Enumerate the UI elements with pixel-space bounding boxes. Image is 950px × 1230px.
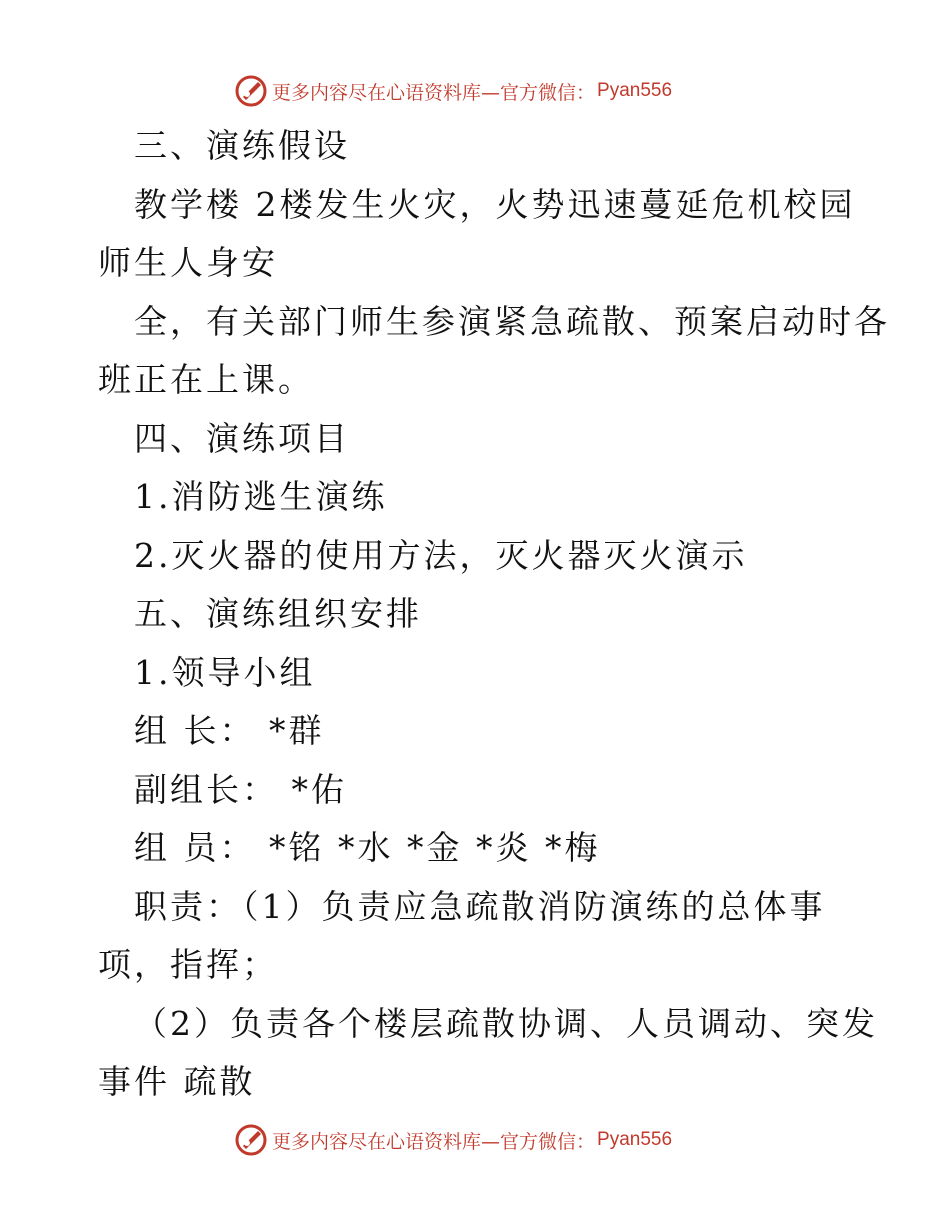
header-watermark: [234, 73, 672, 109]
brand-logo-icon: [234, 1123, 268, 1157]
text-line: （2）负责各个楼层疏散协调、人员调动、突发: [134, 1004, 878, 1043]
text-line: 师生人身安: [98, 243, 278, 282]
brand-logo-icon: [234, 74, 268, 108]
text-line: 1.领导小组: [134, 653, 316, 692]
section-heading: 五、演练组织安排: [134, 594, 422, 633]
watermark-wechat-id: Pyan556: [597, 1129, 673, 1150]
text-line: 职责：（1）负责应急疏散消防演练的总体事: [134, 887, 826, 926]
text-line: 教学楼 2楼发生火灾，火势迅速蔓延危机校园: [134, 185, 856, 224]
watermark-text: 更多内容尽在心语资料库—官方微信：: [272, 1130, 596, 1153]
text-line: 1.消防逃生演练: [134, 477, 388, 516]
text-line: 班正在上课。: [98, 360, 314, 399]
watermark-text: 更多内容尽在心语资料库—官方微信：: [272, 81, 596, 104]
text-line: 副组长： *佑: [134, 770, 347, 809]
section-heading: 四、演练项目: [134, 419, 350, 458]
text-line: 三、演练假设: [134, 126, 350, 165]
text-line: 项，指挥；: [98, 945, 278, 984]
text-line: 组 长： *群: [134, 711, 325, 750]
text-line: 2.灭火器的使用方法，灭火器灭火演示: [134, 536, 748, 575]
text-line: 组 员： *铭 *水 *金 *炎 *梅: [134, 828, 601, 867]
text-line: 事件 疏散: [98, 1062, 256, 1101]
text-line: 全，有关部门师生参演紧急疏散、预案启动时各: [134, 302, 890, 341]
footer-watermark: [234, 1122, 672, 1158]
watermark-wechat-id: Pyan556: [597, 80, 673, 101]
